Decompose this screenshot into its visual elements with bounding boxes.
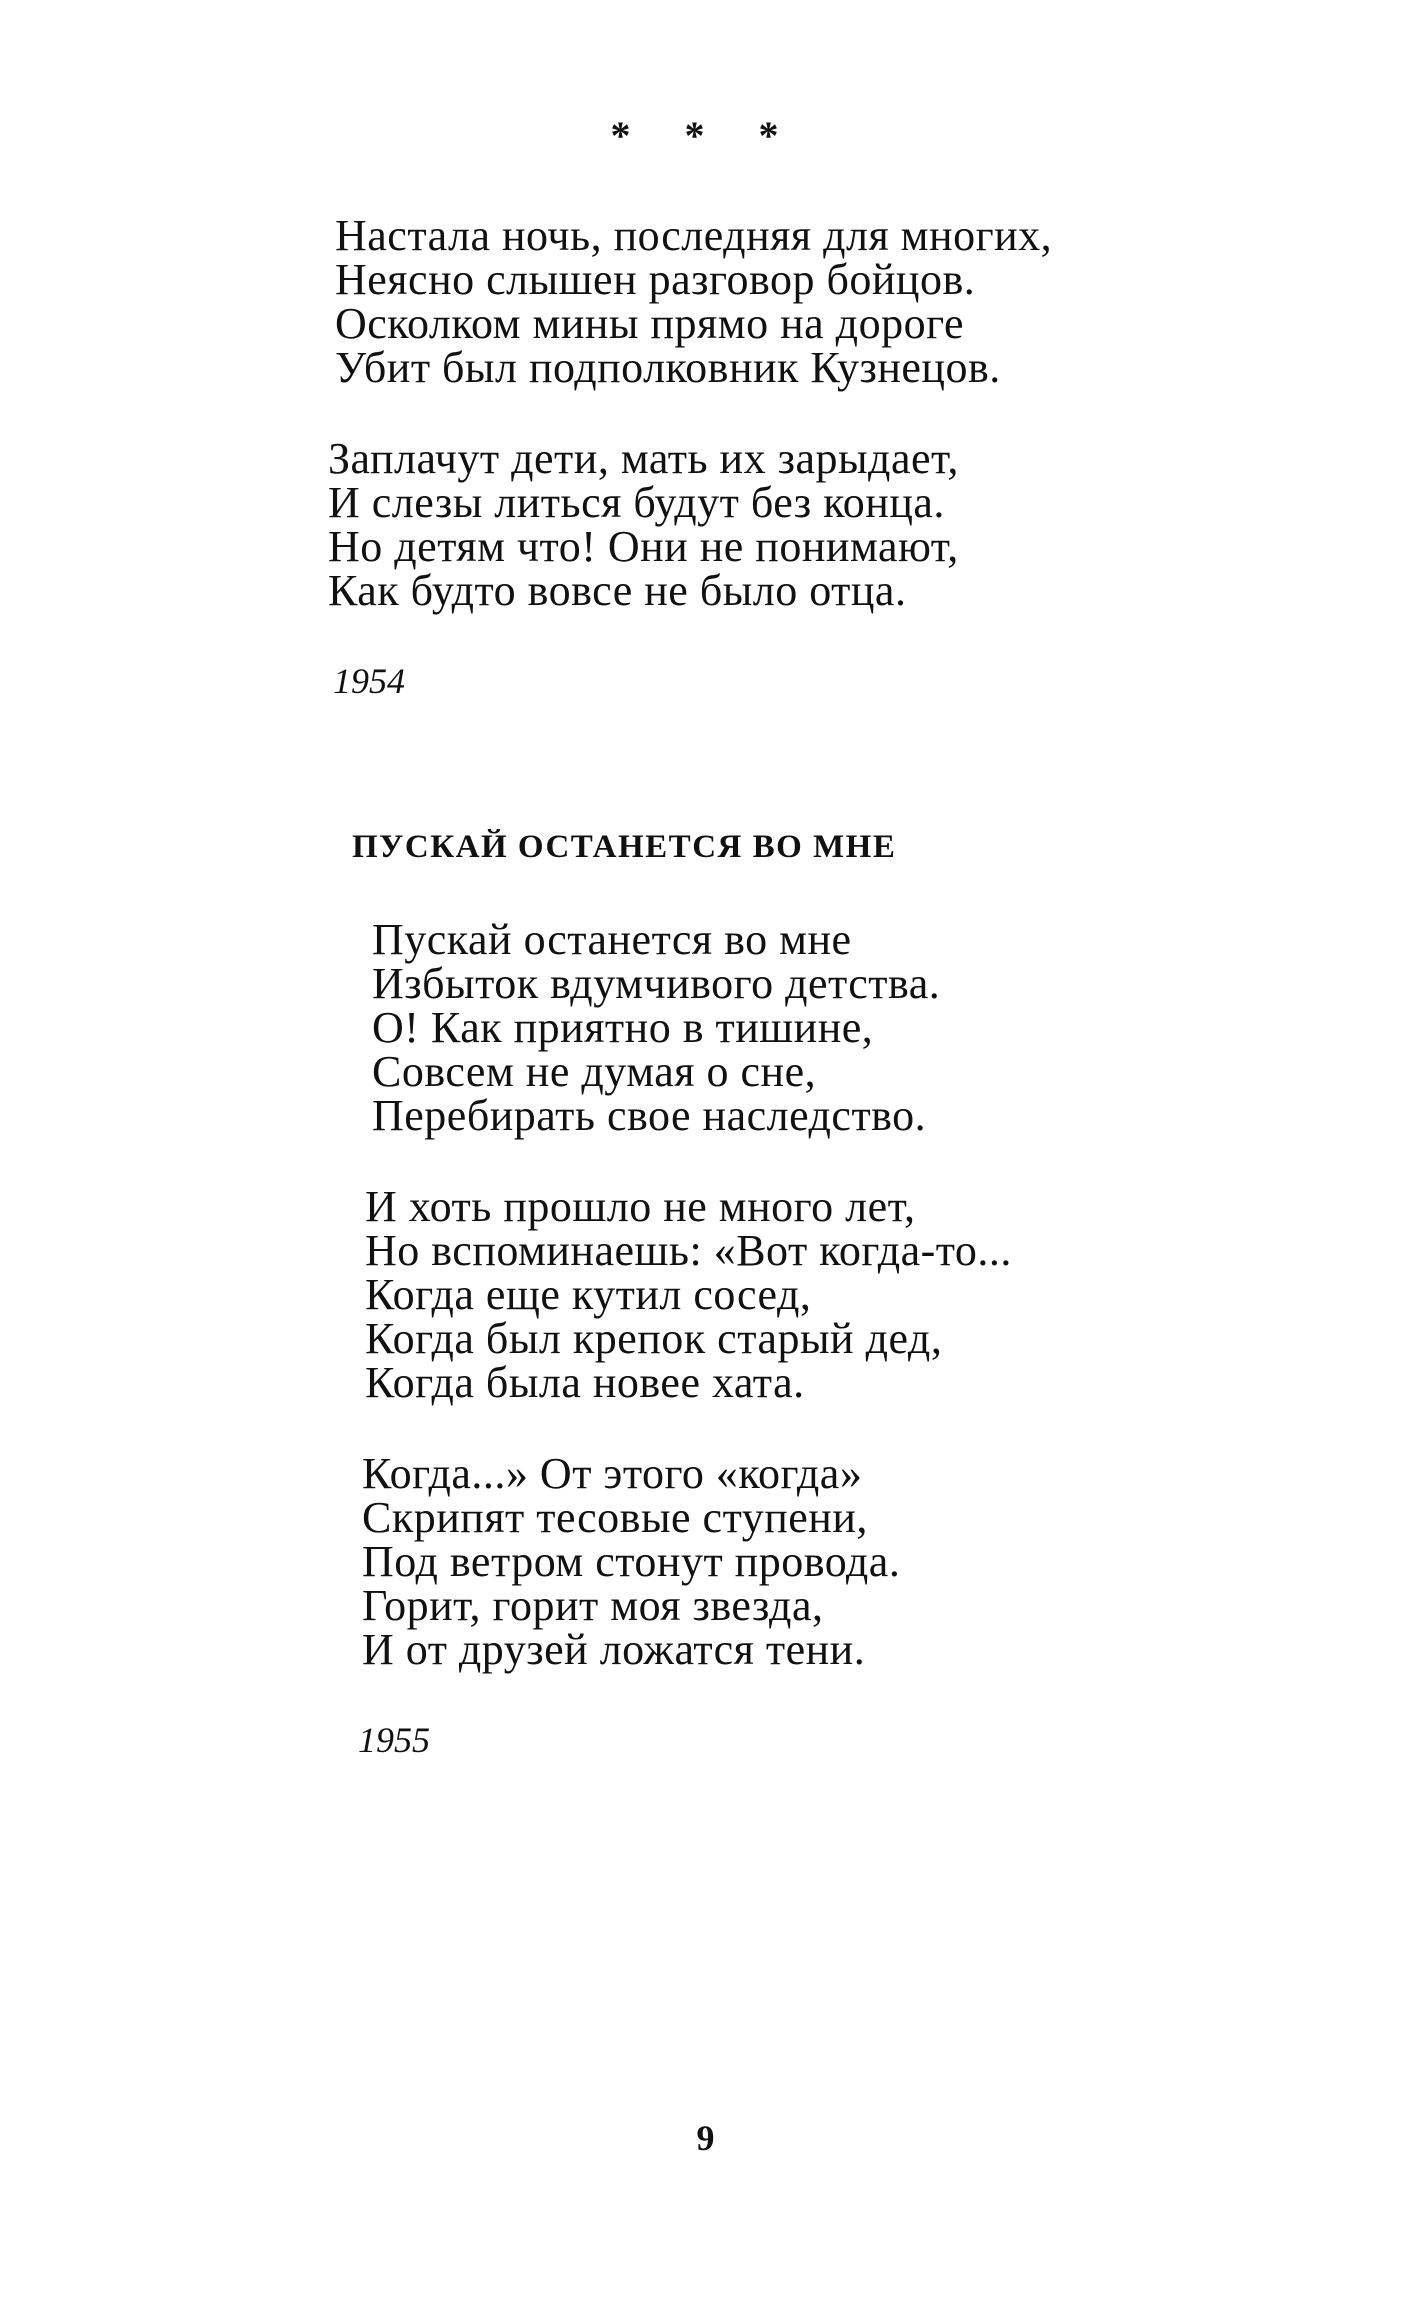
verse-line: Совсем не думая о сне, <box>372 1047 817 1096</box>
verse-line: О! Как приятно в тишине, <box>372 1003 874 1052</box>
verse-line: Когда еще кутил сосед, <box>365 1270 812 1319</box>
poem2-stanza-2 <box>365 1182 1012 1407</box>
verse-line: Пускай останется во мне <box>372 915 852 964</box>
poem2-stanza-3 <box>362 1449 901 1674</box>
verse-line: Избыток вдумчивого детства. <box>372 959 941 1008</box>
poem2-title: ПУСКАЙ ОСТАНЕТСЯ ВО МНЕ <box>352 829 897 865</box>
verse-line: Когда...» От этого «когда» <box>362 1449 863 1498</box>
poem1-stanza-1 <box>335 211 1053 392</box>
verse-line: Под ветром стонут провода. <box>362 1537 901 1586</box>
poem1-year: 1954 <box>333 661 405 701</box>
verse-line: Но детям что! Они не понимают, <box>328 522 959 571</box>
verse-line: Убит был подполковник Кузнецов. <box>335 343 1001 392</box>
verse-line: Но вспоминаешь: «Вот когда-то... <box>365 1226 1012 1275</box>
verse-line: Осколком мины прямо на дороге <box>335 299 965 348</box>
verse-line: И от друзей ложатся тени. <box>362 1625 866 1674</box>
section-separator: * * * <box>610 113 801 158</box>
verse-line: Как будто вовсе не было отца. <box>328 566 907 615</box>
poem1-stanza-2 <box>328 434 959 615</box>
poem2-stanza-1 <box>372 915 941 1140</box>
verse-line: Скрипят тесовые ступени, <box>362 1493 868 1542</box>
verse-line: Настала ночь, последняя для многих, <box>335 211 1053 260</box>
verse-line: И хоть прошло не много лет, <box>365 1182 916 1231</box>
verse-line: Заплачут дети, мать их зарыдает, <box>328 434 959 483</box>
verse-line: И слезы литься будут без конца. <box>328 478 945 527</box>
poem2-year: 1955 <box>358 1720 430 1760</box>
verse-line: Перебирать свое наследство. <box>372 1091 927 1140</box>
verse-line: Горит, горит моя звезда, <box>362 1581 824 1630</box>
verse-line: Когда был крепок старый дед, <box>365 1314 943 1363</box>
verse-line: Неясно слышен разговор бойцов. <box>335 255 976 304</box>
verse-line: Когда была новее хата. <box>365 1358 805 1407</box>
page-number: 9 <box>696 2118 715 2158</box>
